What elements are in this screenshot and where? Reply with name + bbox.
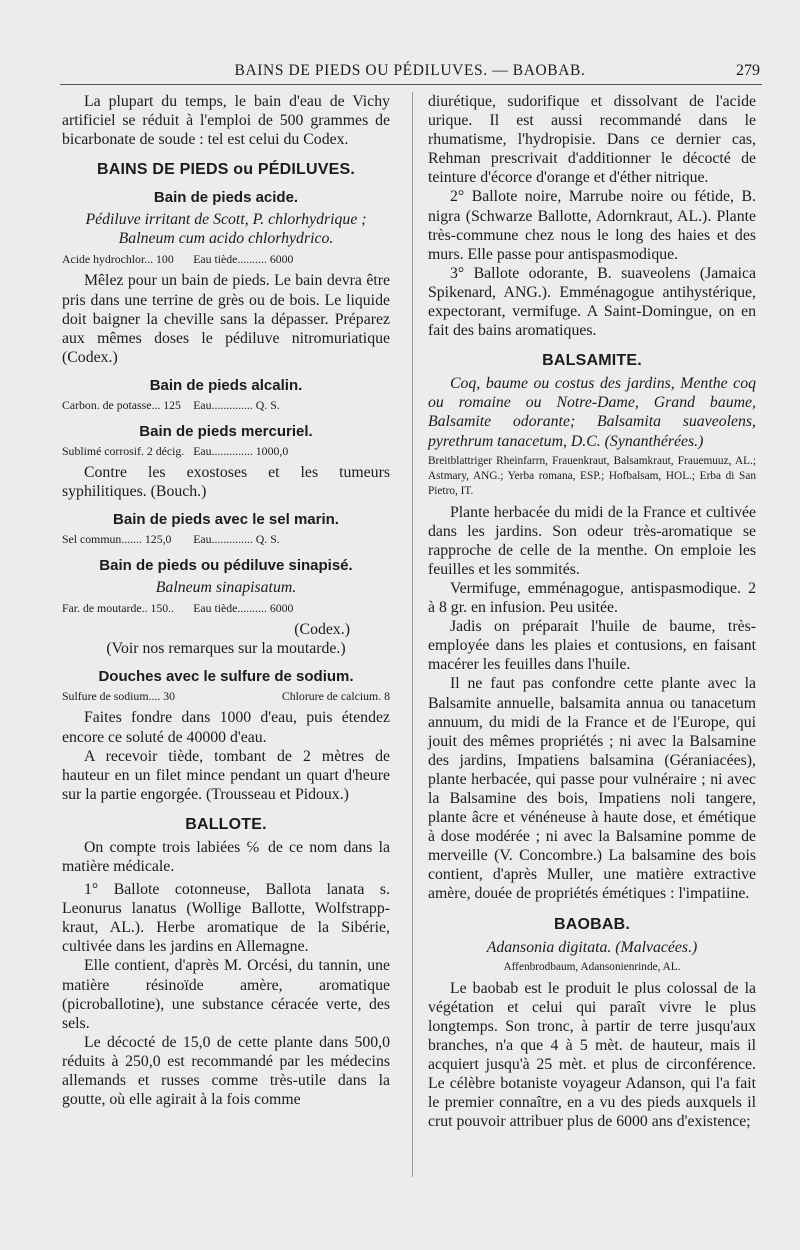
paragraph-vichy: La plupart du temps, le bain d'eau de Vichy artificiel se réduit à l'emploi de 500 grammes de bicarbonate de soude : tel est celui du Codex. xyxy=(62,93,390,149)
codex-reference: (Codex.) xyxy=(294,621,350,639)
paragraph-faites-fondre: Faites fondre dans 1000 d'eau, puis étendez encore ce soluté de 40000 d'eau. xyxy=(62,709,390,746)
paragraph-jadis: Jadis on préparait l'huile de baume, très-employée dans les plaies et contusions, en faisant macérer les feuilles dans l'huile. xyxy=(428,618,756,674)
formula-ingredient: Eau tiède.......... 6000 xyxy=(193,252,294,267)
formula-bain-acide xyxy=(62,252,390,267)
synonyms-baobab: Adansonia digitata. (Malvacées.) xyxy=(486,938,698,956)
formula-bain-mercuriel xyxy=(62,444,390,459)
formula-ingredient: Sel commun....... 125,0 xyxy=(62,532,172,547)
paragraph-ballote-noire: 2° Ballote noire, Marrube noire ou fétide, B. nigra (Schwarze Ballotte, Adornkraut, AL.). Plante très-commune chez nous le long des haies et des murs. Elle passe pour antispasmodique. xyxy=(428,188,756,263)
page-number: 279 xyxy=(736,62,760,79)
formula-ingredient: Sulfure de sodium.... 30 xyxy=(62,689,176,704)
formula-ingredient: Chlorure de calcium. 8 xyxy=(281,689,390,704)
paragraph-elle-contient: Elle contient, d'après M. Orcési, du tannin, une matière résinoïde amère, aromatique (picroballotine), une substance céracée verte, des sels. xyxy=(62,957,390,1032)
header-rule xyxy=(60,84,762,85)
formula-bain-alcalin xyxy=(62,398,390,413)
formula-ingredient: Eau tiède.......... 6000 xyxy=(193,601,294,616)
subtitle-douches-sulfure: Douches avec le sulfure de sodium. xyxy=(98,668,354,686)
section-title-ballote: BALLOTE. xyxy=(185,815,267,833)
formula-douches xyxy=(62,689,390,704)
paragraph-baobab: Le baobab est le produit le plus colossal de la végétation et celui qui paraît vivre le plus longtemps. Son tronc, à partir de terre jusqu'aux branches, n'a que 4 à 5 mèt. de hauteur, mais il acquiert jusqu'à 25 mèt. et plus de circonférence. Le célèbre botaniste voyageur Adanson, qui l'a fait le premier connaître, en a vu des pieds auxquels il crut pouvoir attribuer plus de 6000 ans d'existence; xyxy=(428,979,756,1131)
paragraph-decocte: Le décocté de 15,0 de cette plante dans 500,0 réduits à 250,0 est recommandé par les médecins allemands et russes comme très-utile dans la goutte, où elle agirait à la fois comme xyxy=(62,1033,390,1109)
formula-ingredient: Far. de moutarde.. 150.. xyxy=(62,601,175,616)
section-title-balsamite: BALSAMITE. xyxy=(542,352,642,370)
formula-pediluve-sinapise xyxy=(62,601,390,616)
foreign-names-baobab: Affenbrodbaum, Adansonienrinde, AL. xyxy=(503,960,681,973)
formula-ingredient: Eau.............. Q. S. xyxy=(193,397,280,412)
subtitle-pediluve-sinapise: Bain de pieds ou pédiluve sinapisé. xyxy=(99,557,353,575)
paragraph-diuretique: diurétique, sudorifique et dissolvant de l'acide urique. Il est aussi recommandé dans le rhumatisme, l'hydropisie. Dans ce dernier cas, Rehman prescrivait d'additionner le décocté de teinture d'écorce d'orange et d'éther nitrique. xyxy=(428,93,756,187)
paragraph-voir-remarques: (Voir nos remarques sur la moutarde.) xyxy=(106,640,346,658)
page-header xyxy=(60,62,760,86)
paragraph-ballote-odorante: 3° Ballote odorante, B. suaveolens (Jamaica Spikenard, ANG.). Emménagogue antihystérique, expectorant, vermifuge. A Saint-Domingue, on en fait des bains aromatiques. xyxy=(428,264,756,340)
formula-ingredient: Eau.............. Q. S. xyxy=(193,532,280,547)
formula-bain-sel-marin xyxy=(62,532,390,547)
left-column xyxy=(62,92,390,1109)
paragraph-melez: Mêlez pour un bain de pieds. Le bain devra être pris dans une terrine de grès ou de bois. Le liquide doit baigner la cheville sans la dépasser. Préparez aux mêmes doses le pédiluve nitromuriatique (Codex.) xyxy=(62,272,390,366)
foreign-names-balsamite: Breitblattriger Rheinfarrn, Frauenkraut, Balsamkraut, Frauemuuz, AL.; Astmary, ANG.; Yerba romana, ESP.; Hofbalsam, HOL.; Erba di San Pietro, IT. xyxy=(428,454,756,497)
right-column xyxy=(428,92,756,1131)
section-title-baobab: BAOBAB. xyxy=(553,915,631,933)
paragraph-plante-herbacee: Plante herbacée du midi de la France et cultivée dans les jardins. Son odeur très-aromatique se rapproche de celle de la menthe. On emploie les feuilles et les sommités. xyxy=(428,503,756,578)
formula-ingredient: Eau.............. 1000,0 xyxy=(193,443,289,458)
subtitle-bain-sel-marin: Bain de pieds avec le sel marin. xyxy=(113,511,339,529)
synonyms-balsamite: Coq, baume ou costus des jardins, Menthe coq ou romaine ou Notre-Dame, Grand baume, Balsamite odorante; Balsamita suaveolens, pyrethrum tanacetum, D.C. (Synanthérées.) xyxy=(428,375,756,450)
subtitle-bain-alcalin: Bain de pieds alcalin. xyxy=(149,376,303,394)
formula-ingredient: Sublimé corrosif. 2 décig. xyxy=(62,443,185,458)
synonyms-pediluve-sinapise: Balneum sinapisatum. xyxy=(155,579,297,597)
paragraph-exostoses: Contre les exostoses et les tumeurs syphilitiques. (Bouch.) xyxy=(62,463,390,501)
paragraph-ballote-cotonneuse: 1° Ballote cotonneuse, Ballota lanata s. Leonurus lanatus (Wollige Ballotte, Wolfstrapp-kraut, AL.). Herbe aromatique de la Sibérie, cultivée dans les jardins en Allemagne. xyxy=(62,881,390,956)
synonyms-bain-acide: Pédiluve irritant de Scott, P. chlorhydrique ; Balneum cum acido chlorhydrico. xyxy=(85,211,367,248)
paragraph-vermifuge: Vermifuge, emménagogue, antispasmodique. 2 à 8 gr. en infusion. Peu usitée. xyxy=(428,579,756,617)
formula-ingredient: Carbon. de potasse... 125 xyxy=(62,397,181,412)
section-title-bains-de-pieds: BAINS DE PIEDS ou PÉDILUVES. xyxy=(96,161,356,179)
paragraph-ne-pas-confondre: Il ne faut pas confondre cette plante avec la Balsamite annuelle, balsamita annua ou tanacetum annuum, du midi de la France et de l'Europe, qui jouit des mêmes propriétés ; ni avec la Balsamine des jardins, Impatiens balsamina (Géraniacées), plante herbacée, qui passe pour vulnéraire ; ni avec la Balsamine des bois, Impatiens noli tangere, plante âcre et vénéneuse à haute dose, et émétique à dose modérée ; ni avec la Balsamine pomme de merveille (V. Concombre.) La balsamine des bois contient, d'après Muller, une matière extractive amère, douée de propriétés émétiques : l'impatiine. xyxy=(428,675,756,903)
subtitle-bain-acide: Bain de pieds acide. xyxy=(153,189,299,207)
subtitle-bain-mercuriel: Bain de pieds mercuriel. xyxy=(139,422,313,440)
paragraph-recevoir: A recevoir tiède, tombant de 2 mètres de hauteur en un filet mince pendant un quart d'heure sur la partie engorgée. (Trousseau et Pidoux.) xyxy=(62,747,390,803)
formula-ingredient: Acide hydrochlor... 100 xyxy=(62,252,174,267)
column-divider xyxy=(412,92,413,1177)
paragraph-trois-labiees: On compte trois labiées ℅ de ce nom dans la matière médicale. xyxy=(62,838,390,875)
running-title: BAINS DE PIEDS OU PÉDILUVES. — BAOBAB. xyxy=(234,62,586,79)
